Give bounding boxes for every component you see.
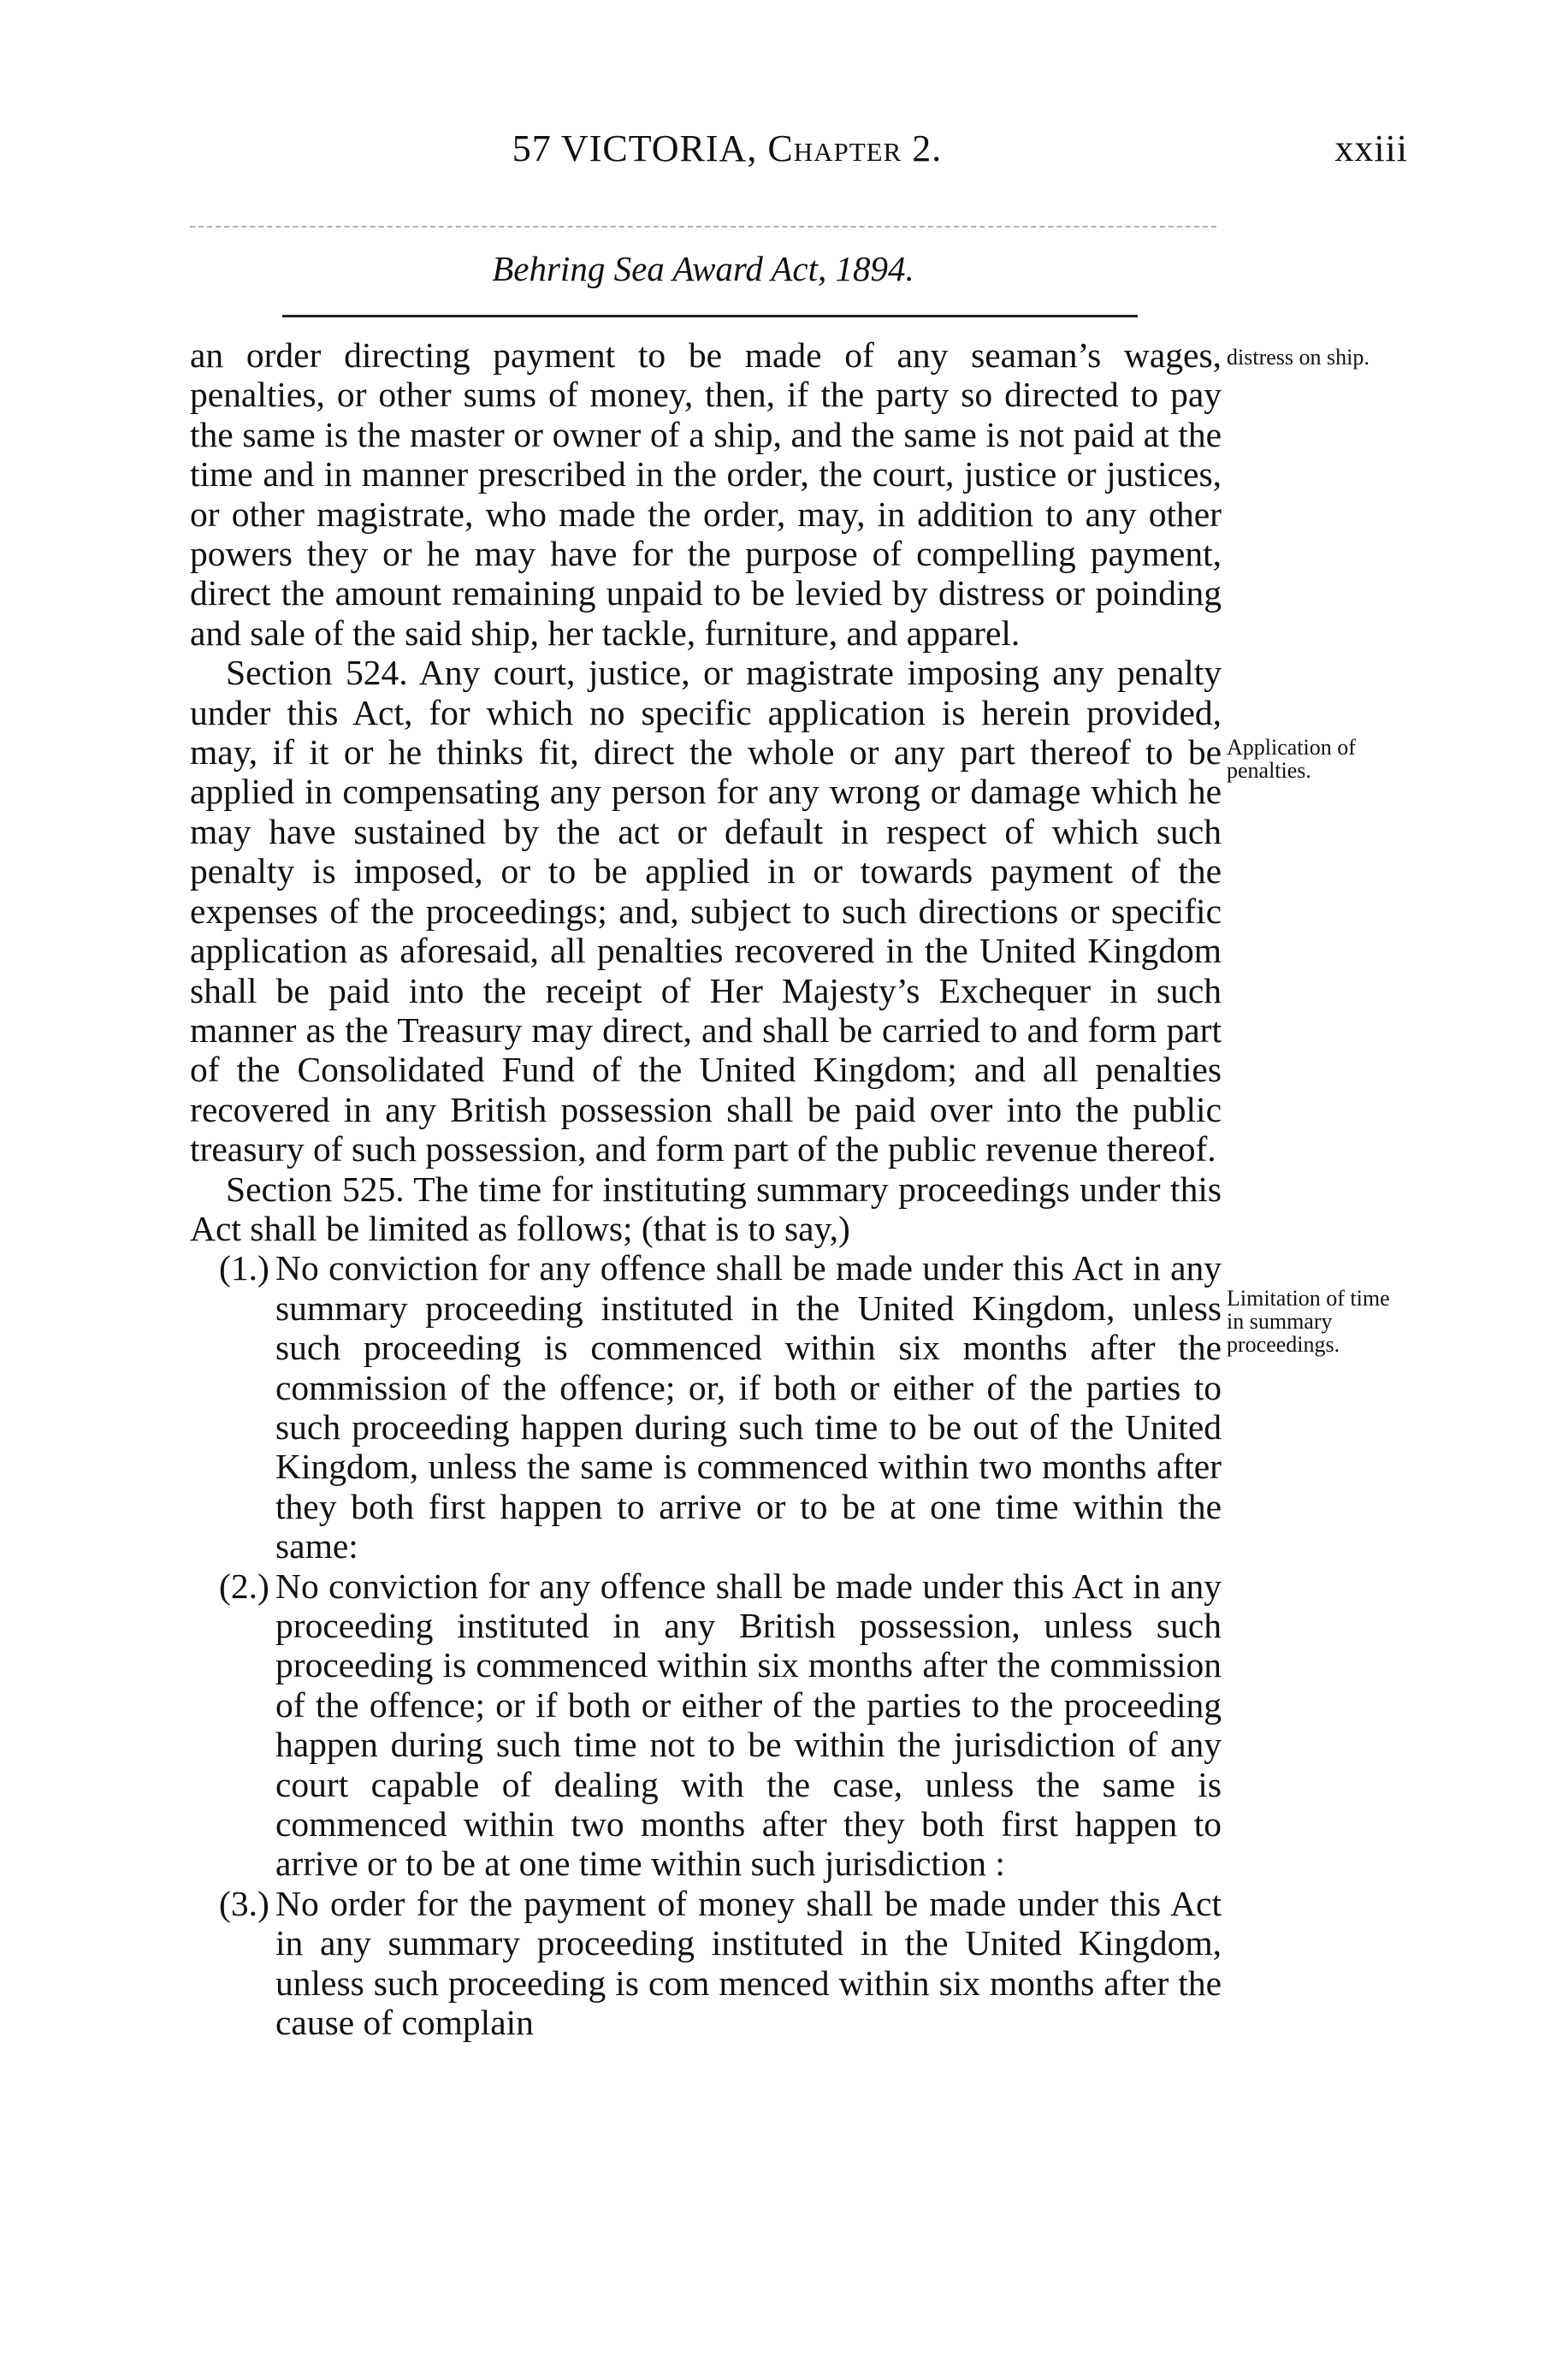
chapter-prefix: 57 VICTORIA, <box>512 127 768 169</box>
marginal-note-application: Application of penalties. <box>1227 735 1356 783</box>
subsection-text: No order for the payment of money shall be made under this Act in any summary proceeding instituted in the United Kingdom, unless such proceeding is com menced within six months after the cause of complain <box>275 1883 1222 2043</box>
subsection-number: (1.) <box>219 1248 269 1288</box>
subsection-text: No conviction for any offence shall be made under this Act in any proceeding instituted in any British possession, unless such proceeding is commenced within six months after the commission of the offence; or if both or either of the parties to the proceeding happen during such time not to be within the jurisdiction of any court capable of dealing with the case, unless the same is commenced within two months after they both first happen to arrive or to be at one time within such jurisdiction : <box>275 1566 1222 1884</box>
subsection-text: No conviction for any offence shall be made under this Act in any summary proceeding instituted in the United Kingdom, unless such proceeding is commenced within six months after the commission of the offence; or, if both or either of the parties to such proceeding happen during such time to be out of the United Kingdom, unless the same is commenced within two months after they both first happen to arrive or to be at one time within the same: <box>275 1248 1222 1566</box>
marginal-note-limitation: Limitation of time in summary proceedings. <box>1227 1286 1390 1357</box>
act-title <box>190 248 1216 289</box>
page-number: xxiii <box>1334 127 1408 169</box>
running-head <box>0 127 1562 178</box>
paragraph-section-524: Section 524. Any court, justice, or magistrate imposing any penalty under this Act, for which no specific application is herein provided, may, if it or he thinks fit, direct the whole or any part thereof to be applied in compensating any person for any wrong or damage which he may have sustained by the act or default in respect of which such penalty is imposed, or to be applied in or towards payment of the expenses of the proceedings; and, subject to such directions or specific application as aforesaid, all penalties recovered in the United Kingdom shall be paid into the receipt of Her Majesty’s Exchequer in such manner as the Treasury may direct, and shall be carried to and form part of the Consolidated Fund of the United Kingdom; and all penalties recovered in any British possession shall be paid over into the public treasury of such possession, and form part of the public revenue thereof. <box>190 653 1222 1169</box>
chapter-word: Chapter 2. <box>767 127 943 169</box>
paragraph-section-525: Section 525. The time for instituting summary proceedings under this Act shall be limited as follows; (that is to say,) <box>190 1169 1222 1248</box>
subsection-3 <box>190 1884 1222 2043</box>
act-title-text: Behring Sea Award Act, 1894. <box>492 249 914 288</box>
chapter-heading <box>376 127 1078 170</box>
subsection-2 <box>190 1566 1222 1884</box>
subsection-1 <box>190 1248 1222 1566</box>
marginal-note-distress: distress on ship. <box>1227 345 1370 370</box>
subsection-number: (2.) <box>219 1566 269 1606</box>
body-text <box>190 335 1222 2042</box>
header-dashed-rule <box>190 226 1216 228</box>
header-solid-rule <box>282 315 1138 317</box>
subsection-number: (3.) <box>219 1883 269 1923</box>
paragraph-distress: an order directing payment to be made of any seaman’s wages, penalties, or other sums of money, then, if the party so directed to pay the same is the master or owner of a ship, and the same is not paid at the time and in manner prescribed in the order, the court, justice or justices, or other magistrate, who made the order, may, in addition to any other powers they or he may have for the purpose of compelling payment, direct the amount remaining unpaid to be levied by distress or poinding and sale of the said ship, her tackle, furniture, and apparel. <box>190 335 1222 653</box>
